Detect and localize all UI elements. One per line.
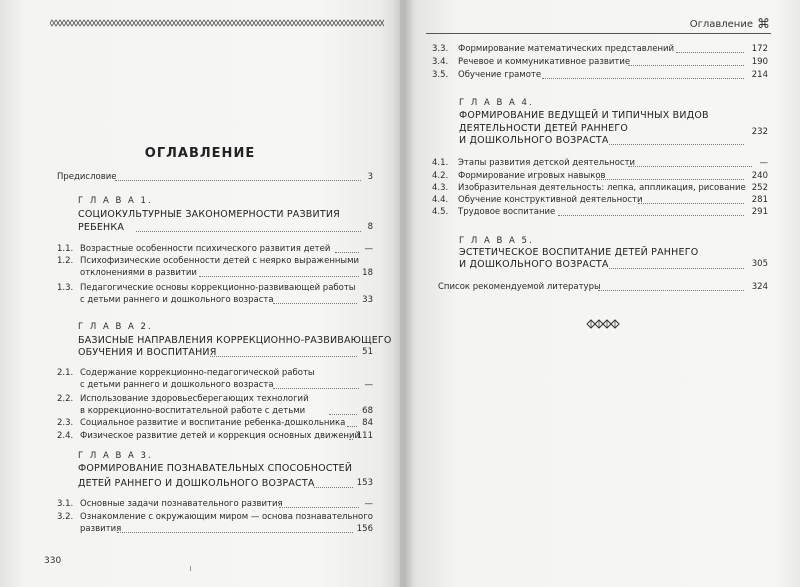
entry-text: Изобразительная деятельность: лепка, аппликация, рисование — [458, 183, 746, 193]
running-head — [690, 17, 770, 32]
toc-entry[interactable] — [57, 368, 373, 392]
leader-dots — [558, 215, 744, 216]
chapter-title-line[interactable]: БАЗИСНЫЕ НАПРАВЛЕНИЯ КОРРЕКЦИОННО-РАЗВИВАЮЩЕГО — [78, 335, 392, 346]
entry-number: 1.1. — [57, 244, 74, 254]
entry-number: 3.5. — [432, 70, 449, 80]
entry-page: 156 — [356, 524, 373, 534]
toc-entry[interactable] — [432, 207, 768, 219]
leader-dots — [628, 65, 744, 66]
entry-page: 3 — [367, 172, 373, 182]
entry-page: 291 — [751, 207, 768, 217]
entry-number: 4.1. — [432, 158, 449, 168]
toc-entry[interactable] — [57, 512, 373, 536]
entry-text: развития — [80, 524, 122, 534]
toc-entry[interactable] — [57, 256, 373, 280]
chapter-label: Г Л А В А 1. — [78, 196, 153, 206]
leader-dots — [117, 532, 353, 533]
leader-dots — [347, 426, 357, 427]
entry-text: Основные задачи познавательного развития — [80, 499, 283, 509]
entry-text: Формирование игровых навыков — [458, 171, 606, 181]
toc-entry[interactable] — [57, 431, 373, 443]
chapter-label: Г Л А В А 5. — [459, 236, 534, 246]
chapter-title-entry[interactable] — [78, 347, 373, 359]
entry-number: 4.4. — [432, 195, 449, 205]
toc-entry[interactable] — [432, 44, 768, 56]
entry-text: Формирование математических представлений — [458, 44, 675, 54]
leader-dots — [596, 179, 744, 180]
entry-text: Содержание коррекционно-педагогической работы — [80, 368, 315, 378]
toc-entry-bibliography[interactable] — [438, 282, 768, 294]
leader-dots — [598, 290, 744, 291]
chapter-title-line[interactable]: ЭСТЕТИЧЕСКОЕ ВОСПИТАНИЕ ДЕТЕЙ РАННЕГО — [459, 247, 699, 258]
entry-page: 252 — [751, 183, 768, 193]
entry-text: отклонениями в развитии — [80, 268, 197, 278]
entry-number: 4.5. — [432, 207, 449, 217]
chapter-title-line[interactable]: ФОРМИРОВАНИЕ ПОЗНАВАТЕЛЬНЫХ СПОСОБНОСТЕЙ — [78, 463, 353, 474]
toc-title: ОГЛАВЛЕНИЕ — [144, 146, 256, 161]
leader-dots — [136, 231, 361, 232]
entry-page: 51 — [362, 347, 373, 357]
entry-page: 8 — [367, 222, 373, 232]
leader-dots — [273, 388, 359, 389]
entry-page: 68 — [362, 406, 373, 416]
ornament-end-icon — [585, 318, 621, 330]
chapter-label: Г Л А В А 3. — [78, 451, 153, 461]
entry-page: 153 — [356, 478, 373, 488]
leader-dots — [335, 252, 359, 253]
entry-number: 2.3. — [57, 418, 74, 428]
toc-entry[interactable] — [57, 499, 373, 511]
entry-page: 33 — [362, 295, 373, 305]
entry-text: Речевое и коммуникативное развитие — [458, 57, 631, 67]
leader-dots — [115, 180, 361, 181]
entry-text: Обучение конструктивной деятельности — [458, 195, 643, 205]
entry-number: 2.4. — [57, 431, 74, 441]
entry-text: Педагогические основы коррекционно-развивающей работы — [80, 283, 356, 293]
running-head-text: Оглавление — [689, 19, 753, 30]
entry-text: Трудовое воспитание — [458, 207, 556, 217]
entry-page: 281 — [751, 195, 768, 205]
leader-dots — [279, 507, 359, 508]
toc-entry[interactable] — [432, 70, 768, 82]
entry-page: — — [364, 244, 373, 254]
chapter-title-entry[interactable] — [78, 478, 373, 490]
toc-entry-preface[interactable] — [57, 172, 373, 184]
entry-number: 3.1. — [57, 499, 74, 509]
entry-text: Психофизические особенности детей с неярко выраженными — [80, 256, 360, 266]
leader-dots — [609, 144, 744, 145]
leader-dots — [273, 303, 357, 304]
entry-number: 4.2. — [432, 171, 449, 181]
chapter-title-line: ДЕТЕЙ РАННЕГО И ДОШКОЛЬНОГО ВОЗРАСТА — [78, 478, 315, 489]
leader-dots — [349, 439, 353, 440]
leader-dots — [542, 78, 744, 79]
chapter-title-entry[interactable] — [459, 259, 768, 271]
entry-text: Список рекомендуемой литературы — [438, 282, 601, 292]
entry-page: 190 — [751, 57, 768, 67]
toc-entry[interactable] — [432, 171, 768, 183]
entry-page: 214 — [751, 70, 768, 80]
entry-text: Обучение грамоте — [458, 70, 542, 80]
chapter-title-line: И ДОШКОЛЬНОГО ВОЗРАСТА — [459, 135, 609, 146]
leader-dots — [628, 166, 752, 167]
leader-dots — [638, 203, 744, 204]
entry-page: — — [364, 499, 373, 509]
entry-number: 2.1. — [57, 368, 74, 378]
toc-entry[interactable] — [432, 183, 768, 195]
entry-text: с детьми раннего и дошкольного возраста — [80, 295, 274, 305]
ornament-border-icon — [50, 19, 384, 27]
chapter-label: Г Л А В А 2. — [78, 322, 153, 332]
leader-dots — [314, 487, 353, 488]
header-rule — [426, 33, 771, 34]
entry-text: Социальное развитие и воспитание ребенка-дошкольника — [80, 418, 346, 428]
entry-page: 240 — [751, 171, 768, 181]
toc-entry[interactable] — [432, 57, 768, 69]
entry-page: 305 — [751, 259, 768, 269]
chapter-title-line: И ДОШКОЛЬНОГО ВОЗРАСТА — [459, 259, 609, 270]
leader-dots — [609, 268, 744, 269]
entry-text: с детьми раннего и дошкольного возраста — [80, 380, 274, 390]
entry-text: Этапы развития детской деятельности — [458, 158, 636, 168]
leader-dots — [329, 414, 357, 415]
entry-page: — — [759, 158, 768, 168]
entry-number: 3.4. — [432, 57, 449, 67]
entry-number: 2.2. — [57, 394, 74, 404]
entry-page: 172 — [751, 44, 768, 54]
chapter-title-line: ОБУЧЕНИЯ И ВОСПИТАНИЯ — [78, 347, 217, 358]
chapter-title-line: РЕБЕНКА — [78, 222, 125, 233]
toc-entry[interactable] — [57, 283, 373, 307]
toc-entry[interactable] — [432, 195, 768, 207]
print-mark — [190, 566, 191, 571]
entry-number: 4.3. — [432, 183, 449, 193]
ornament-icon: ⌘ — [757, 17, 770, 32]
chapter-title-line[interactable]: СОЦИОКУЛЬТУРНЫЕ ЗАКОНОМЕРНОСТИ РАЗВИТИЯ — [78, 209, 340, 220]
chapter-title-line[interactable]: ФОРМИРОВАНИЕ ВЕДУЩЕЙ И ТИПИЧНЫХ ВИДОВ — [459, 110, 709, 121]
entry-number: 1.3. — [57, 283, 74, 293]
entry-page: 111 — [356, 431, 373, 441]
entry-text: Использование здоровьесберегающих технологий — [80, 394, 309, 404]
entry-text: в коррекционно-воспитательной работе с детьми — [80, 406, 306, 416]
entry-page: 18 — [362, 268, 373, 278]
entry-number: 3.3. — [432, 44, 449, 54]
chapter-label: Г Л А В А 4. — [459, 98, 534, 108]
entry-text: Предисловие — [57, 172, 117, 182]
entry-text: Ознакомление с окружающим миром — основа познавательного — [80, 512, 373, 522]
toc-entry[interactable] — [57, 394, 373, 418]
toc-entry[interactable] — [57, 418, 373, 430]
leader-dots — [676, 52, 744, 53]
chapter-title-entry[interactable] — [78, 222, 373, 234]
page-number: 330 — [44, 556, 62, 566]
toc-entry[interactable] — [57, 244, 373, 256]
entry-text: Возрастные особенности психического развития детей — [80, 244, 331, 254]
entry-page: 84 — [362, 418, 373, 428]
entry-number: 1.2. — [57, 256, 74, 266]
leader-dots — [210, 356, 357, 357]
entry-page: — — [364, 380, 373, 390]
entry-page: 324 — [751, 282, 768, 292]
book-gutter — [392, 0, 414, 587]
toc-entry[interactable] — [432, 158, 768, 170]
entry-text: Физическое развитие детей и коррекция основных движений — [80, 431, 361, 441]
entry-page: 232 — [751, 127, 768, 137]
chapter-title-line[interactable]: ДЕЯТЕЛЬНОСТИ ДЕТЕЙ РАННЕГО — [459, 123, 629, 134]
leader-dots — [199, 276, 359, 277]
entry-number: 3.2. — [57, 512, 74, 522]
